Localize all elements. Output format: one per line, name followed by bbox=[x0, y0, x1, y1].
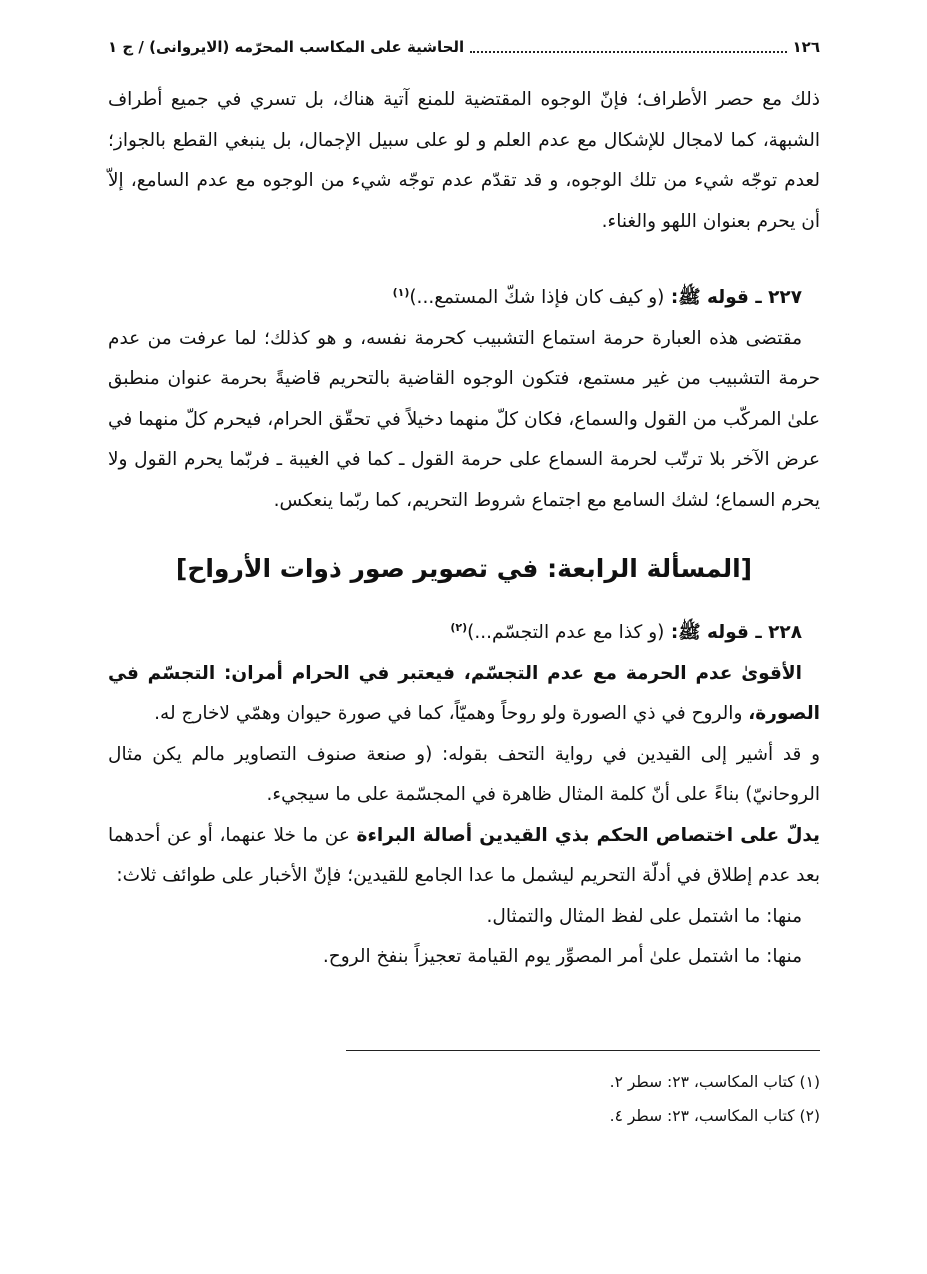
entry-227-number: ٢٢٧ ـ قوله ﷺ: bbox=[670, 287, 802, 308]
intro-paragraph: ذلك مع حصر الأطراف؛ فإنّ الوجوه المقتضية للمنع آتية هناك، بل تسري في جميع أطراف الشبهة، كما لامجال للإشكال مع عدم العلم و لو على سبيل الإجمال، بل ينبغي القطع بالجواز؛ لعدم توجّه شيء من تلك الوجوه، و قد تقدّم عدم توجّه شيء من الوجوه مع عدم السامع، إلاّ أن يحرم بعنوان اللهو والغناء. bbox=[108, 89, 820, 232]
list-item-2: منها: ما اشتمل علىٰ أمر المصوِّر يوم القيامة تعجيزاً بنفخ الروح. bbox=[322, 946, 802, 967]
footnote-ref-2: (٢) bbox=[450, 620, 468, 634]
entry-228-paragraph-3 bbox=[108, 816, 820, 897]
entry-228-paragraph-2: و قد أشير إلى القيدين في رواية التحف بقوله: (و صنعة صنوف التصاوير مالم يكن مثال الروحانيّ) بناءً على أنّ كلمة المثال ظاهرة في المجسّمة على ما سيجيء. bbox=[108, 743, 820, 805]
entry-227-paragraph: مقتضى هذه العبارة حرمة استماع التشبيب كحرمة نفسه، و هو كذلك؛ لما عرفت من عدم حرمة التشبيب من غير مستمع، فتكون الوجوه القاضية بالتحريم قاضيةً بحرمة عنوان منطبق علىٰ المركّب من القول والسماع، فكان كلّ منهما دخيلاً في تحقّق الحرام، فيحرم كلّ منهما في عرض الآخر بلا ترتّب لحرمة السماع على حرمة القول ـ كما في الغيبة ـ فربّما يحرم القول ولا يحرم السماع؛ لشك السامع مع اجتماع شروط التحريم، كما ربّما ينعكس. bbox=[108, 327, 820, 511]
entry-228-paragraph-1 bbox=[108, 654, 820, 735]
entry-227-quote: (و كيف كان فإذا شكّ المستمع...) bbox=[409, 287, 665, 308]
entry-228-quote: (و كذا مع عدم التجسّم...) bbox=[467, 622, 665, 643]
page-number: ١٢٦ bbox=[792, 38, 820, 56]
footnote-ref-1: (١) bbox=[392, 285, 410, 299]
entry-228-heading bbox=[108, 613, 820, 654]
running-header bbox=[108, 30, 820, 64]
entry-228-number: ٢٢٨ ـ قوله ﷺ: bbox=[670, 622, 802, 643]
header-dot-leader bbox=[470, 51, 786, 53]
footnote-2: (٢) كتاب المكاسب، ٢٣: سطر ٤. bbox=[609, 1107, 820, 1125]
running-title: الحاشية على المكاسب المحرّمه (الايروانى) / ج ١ bbox=[108, 38, 465, 56]
footnotes bbox=[346, 1065, 820, 1133]
entry-228-para3-rest: عن ما خلا عنهما، أو عن أحدهما بعد عدم إطلاق في أدلّة التحريم ليشمل ما عدا الجامع للقيدين؛ فإنّ الأخبار على طوائف ثلاث: bbox=[108, 824, 820, 886]
spacer bbox=[108, 242, 820, 278]
footnote-1: (١) كتاب المكاسب، ٢٣: سطر ٢. bbox=[609, 1073, 820, 1091]
entry-228-para3-lead: يدلّ على اختصاص الحكم بذي القيدين أصالة البراءة bbox=[356, 824, 820, 846]
list-item-1: منها: ما اشتمل على لفظ المثال والتمثال. bbox=[486, 905, 802, 927]
entry-228-para1-rest: والروح في ذي الصورة ولو روحاً وهميّاً، كما في صورة حيوان وهمّي لاخارج له. bbox=[154, 703, 743, 724]
section-title: [المسألة الرابعة: في تصوير صور ذوات الأرواح] bbox=[175, 554, 753, 583]
page-body bbox=[108, 80, 820, 978]
footnote-divider bbox=[346, 1050, 820, 1051]
entry-228-para1-lead: الأقوىٰ عدم الحرمة مع عدم التجسّم، فيعتبر في الحرام أمران: التجسّم في الصورة، bbox=[108, 662, 820, 724]
entry-227-heading bbox=[108, 278, 820, 319]
